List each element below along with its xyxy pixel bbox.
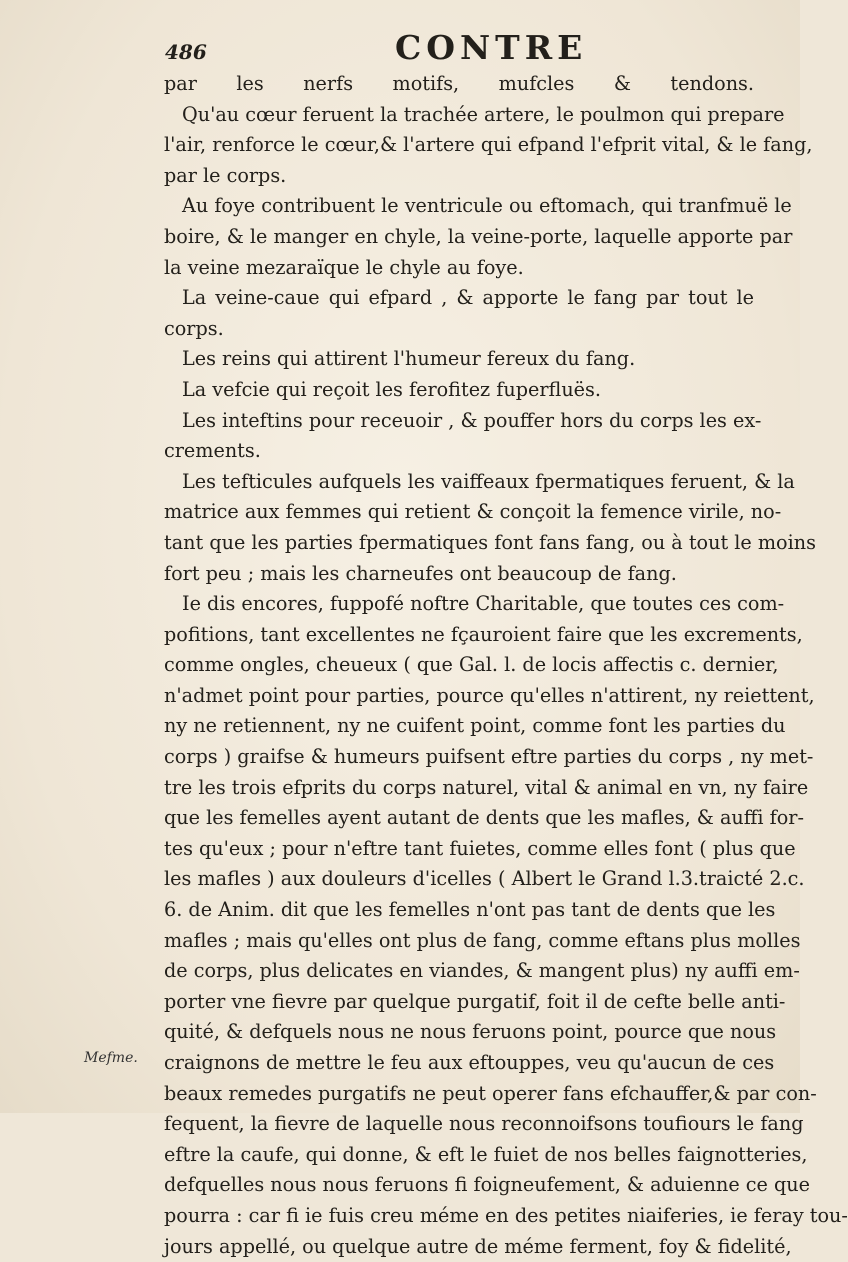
text-line: Qu'au cœur feruent la trachée artere, le poulmon qui prepare — [182, 102, 785, 126]
text-line: n'admet point pour parties, pource qu'elles n'attirent, ny reiettent, — [164, 683, 815, 707]
margin-note: Mefme. — [84, 1050, 138, 1066]
text-line: jours appellé, ou quelque autre de méme ferment, foy & fidelité, — [164, 1234, 792, 1258]
text-line: eftre la caufe, qui donne, & eft le fuiet de nos belles faignotteries, — [164, 1142, 808, 1166]
text-line: corps ) graifse & humeurs puifsent eftre parties du corps , ny met- — [164, 745, 814, 769]
text-line: ny ne retiennent, ny ne cuifent point, comme font les parties du — [164, 714, 786, 738]
text-line: de corps, plus delicates en viandes, & mangent plus) ny auffi em- — [164, 959, 800, 983]
text-line: pourra : car fi ie fuis creu méme en des petites niaiferies, ie feray tou- — [164, 1203, 848, 1227]
text-line: porter vne fievre par quelque purgatif, foit il de cefte belle anti- — [164, 989, 786, 1013]
page-number: 486 — [165, 40, 207, 64]
text-line: comme ongles, cheueux ( que Gal. l. de locis affectis c. dernier, — [164, 653, 779, 677]
text-line: craignons de mettre le feu aux eftouppes, veu qu'aucun de ces — [164, 1051, 775, 1074]
text-line: Les reins qui attirent l'humeur fereux du fang. — [182, 347, 636, 371]
text-line: Au foye contribuent le ventricule ou eftomach, qui tranfmuë le — [182, 194, 792, 218]
text-line: l'air, renforce le cœur,& l'artere qui efpand l'efprit vital, & le fang, — [164, 133, 813, 157]
text-line: La vefcie qui reçoit les ferofitez fuperfluës. — [182, 377, 601, 401]
text-line: matrice aux femmes qui retient & conçoit la femence virile, no- — [164, 500, 782, 524]
text-line: la veine mezaraïque le chyle au foye. — [164, 255, 524, 279]
text-line: crements. — [164, 439, 261, 463]
text-line: fort peu ; mais les charneufes ont beaucoup de fang. — [164, 561, 677, 585]
text-line: tes qu'eux ; pour n'eftre tant fuietes, comme elles font ( plus que — [164, 836, 796, 860]
text-line: Ie dis encores, fuppofé noftre Charitable, que toutes ces com- — [182, 592, 785, 616]
text-line: beaux remedes purgatifs ne peut operer fans efchauffer,& par con- — [164, 1081, 817, 1105]
text-line: pofitions, tant excellentes ne fçauroient faire que les excrements, — [164, 622, 803, 646]
text-line: mafles ; mais qu'elles ont plus de fang, comme eftans plus molles — [164, 928, 801, 952]
text-line: par le corps. — [164, 163, 287, 187]
page-header — [165, 28, 725, 68]
text-line: que les femelles ayent autant de dents que les mafles, & auffi for- — [164, 806, 804, 830]
text-line: fequent, la fievre de laquelle nous reconnoifsons toufiours le fang — [164, 1112, 804, 1136]
text-line: boire, & le manger en chyle, la veine-porte, laquelle apporte par — [164, 224, 793, 248]
text-line: La veine-caue qui efpard , & apporte le fang par tout le — [182, 286, 754, 310]
text-line: tre les trois efprits du corps naturel, vital & animal en vn, ny faire — [164, 775, 809, 799]
text-line: defquelles nous nous feruons fi foigneufement, & aduienne ce que — [164, 1173, 811, 1197]
text-line: les mafles ) aux douleurs d'icelles ( Albert le Grand l.3.traicté 2.c. — [164, 867, 805, 891]
running-head: CONTRE — [395, 28, 588, 67]
text-line: Les inteftins pour receuoir , & pouffer hors du corps les ex- — [182, 408, 762, 432]
page-body — [164, 69, 848, 1262]
text-line: tant que les parties fpermatiques font fans fang, ou à tout le moins — [164, 530, 816, 554]
text-line: quité, & defquels nous ne nous feruons point, pource que nous — [164, 1020, 777, 1044]
text-line: corps. — [164, 316, 224, 340]
text-line: 6. de Anim. dit que les femelles n'ont pas tant de dents que les — [164, 898, 776, 922]
text-line: Les tefticules aufquels les vaiffeaux fpermatiques feruent, & la — [182, 469, 795, 493]
text-line: par les nerfs motifs, mufcles & tendons. — [164, 72, 754, 95]
